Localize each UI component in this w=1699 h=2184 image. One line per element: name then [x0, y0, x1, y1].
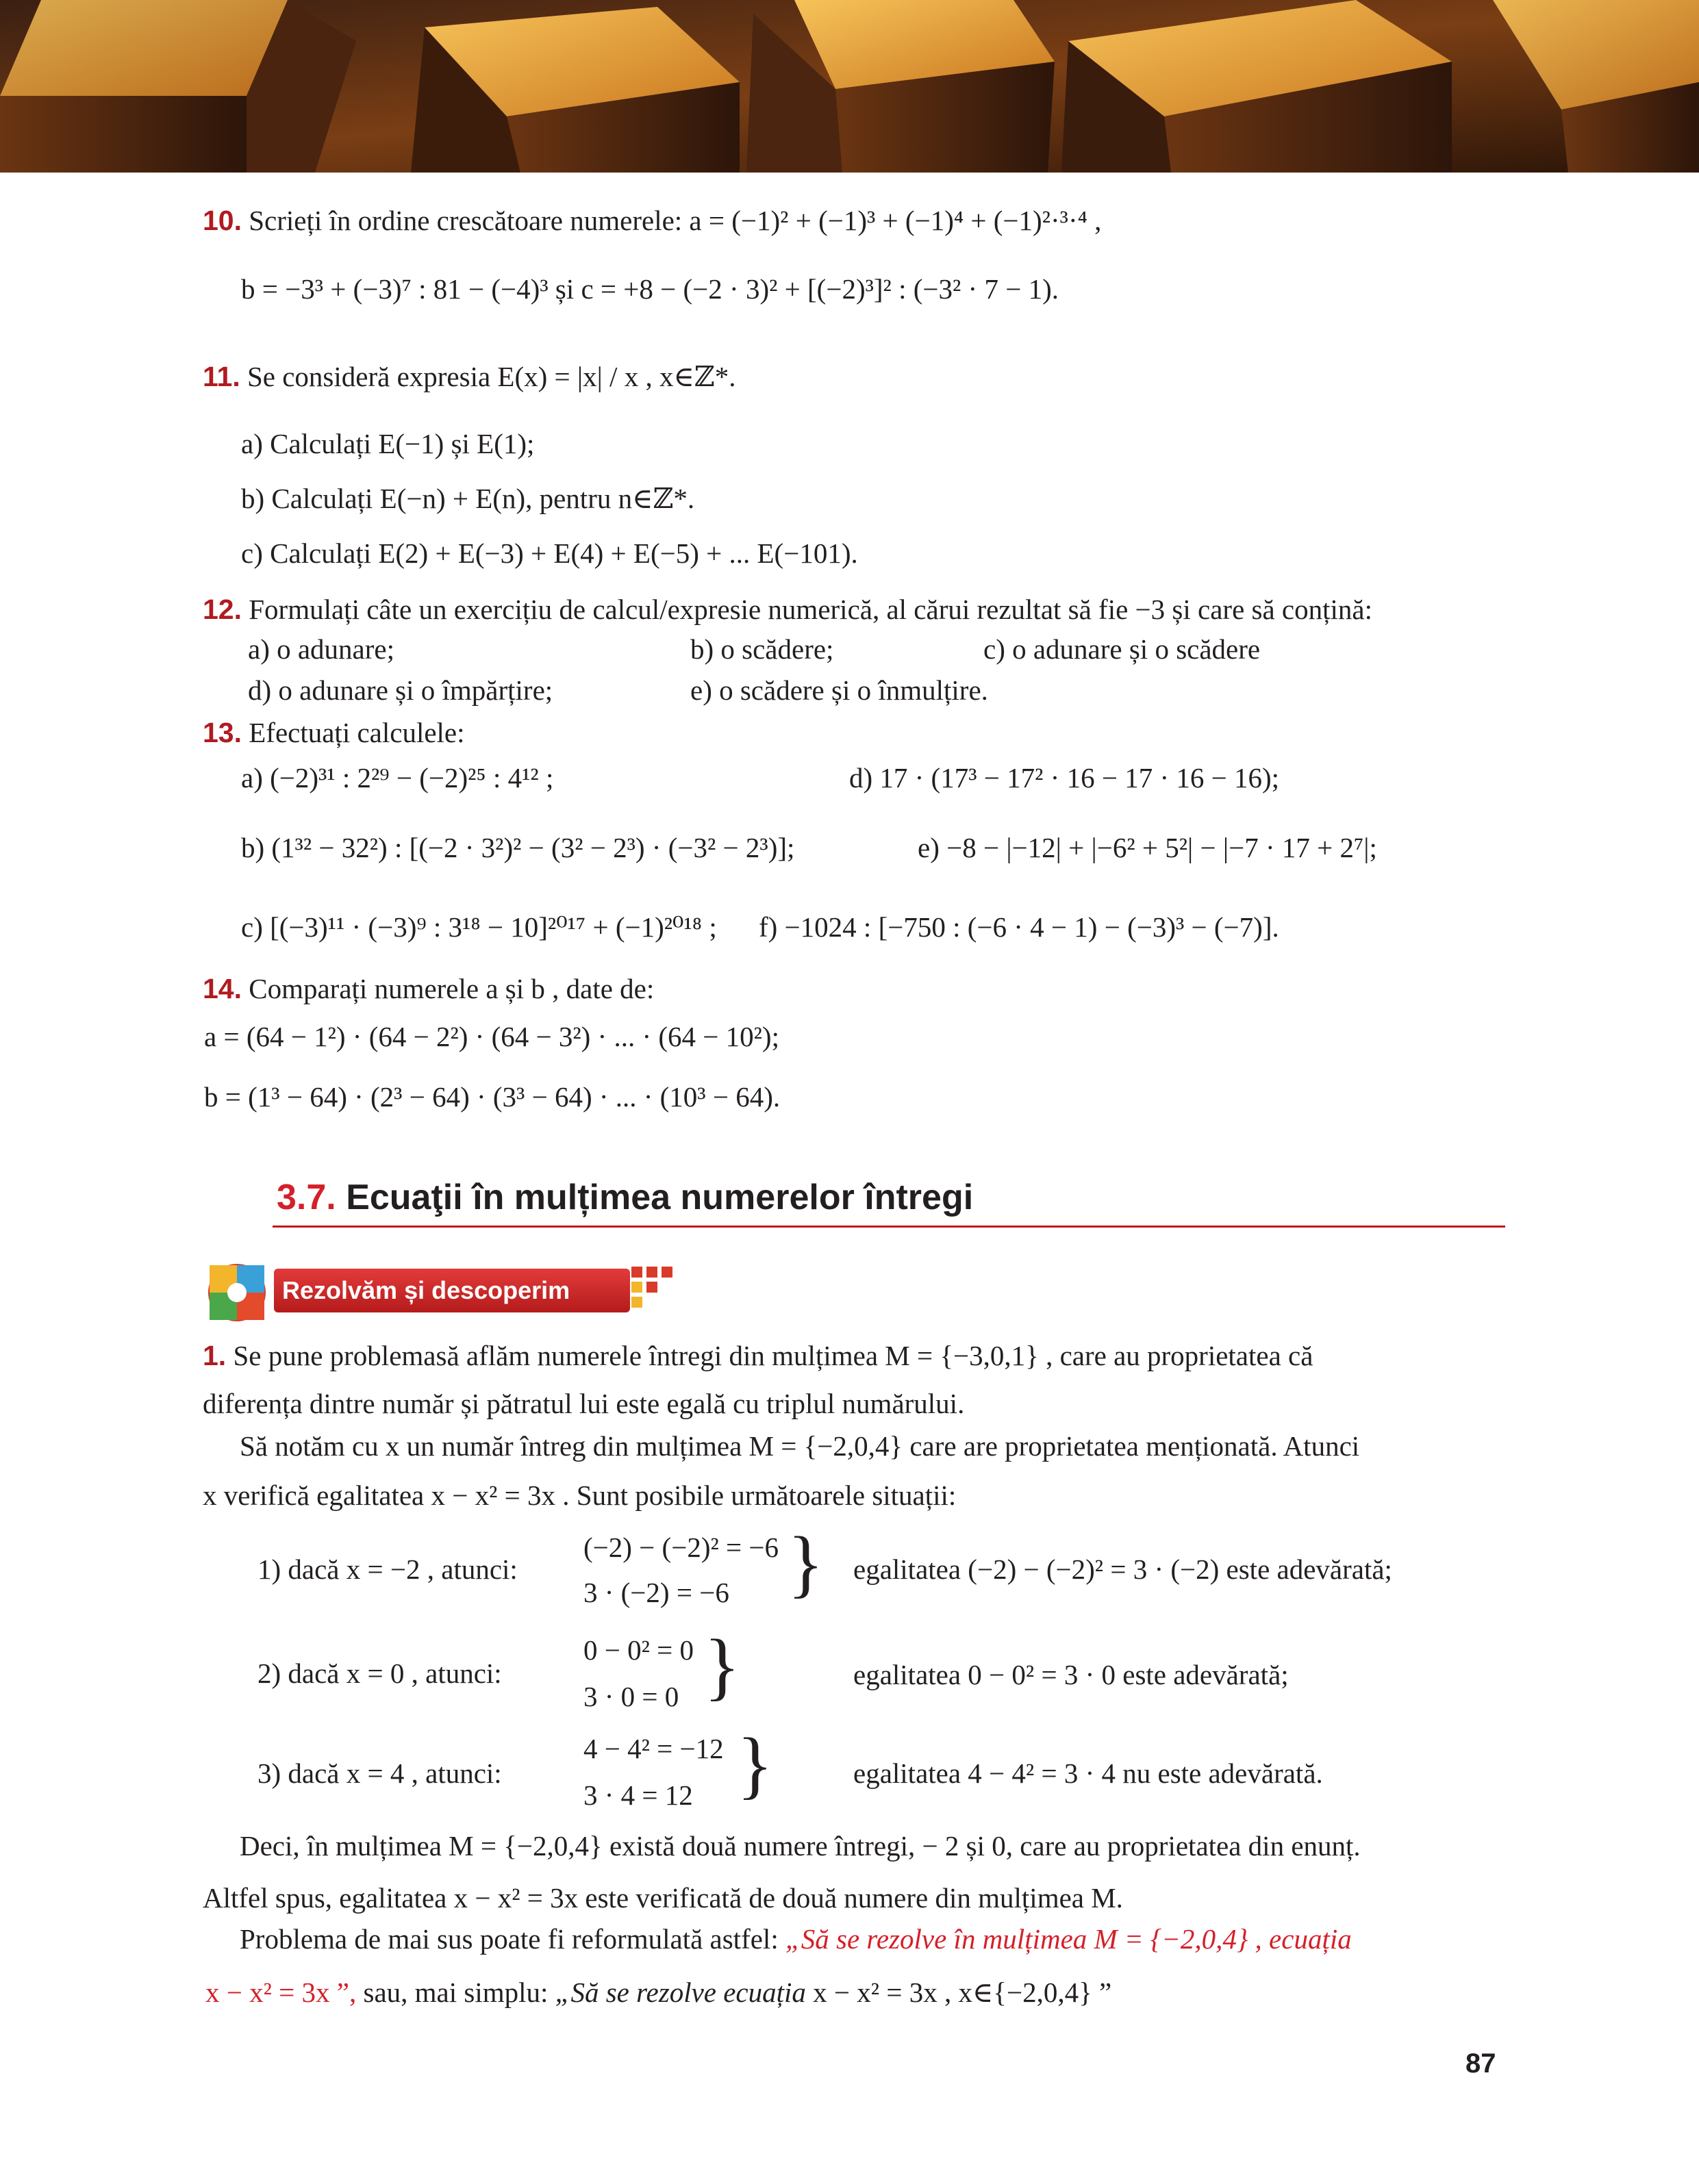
section-number: 3.7.: [277, 1178, 336, 1217]
case-3-result: egalitatea 4 − 4² = 3 · 4 nu este adevărată.: [853, 1757, 1323, 1789]
case-3-eq2: 3 · 4 = 12: [583, 1779, 693, 1811]
problem-text: Se pune problemasă aflăm numerele întregi din mulțimea M = {−3,0,1} , care au proprietatea că: [233, 1340, 1313, 1371]
badge-label: Rezolvăm și descoperim: [282, 1276, 570, 1304]
reformulation-line2: [205, 1976, 1111, 2009]
exercise-13-f: f) −1024 : [−750 : (−6 · 4 − 1) − (−3)³ − (−7)].: [759, 911, 1279, 943]
case-3-label: 3) dacă x = 4 , atunci:: [257, 1757, 502, 1789]
brace-symbol: }: [704, 1624, 740, 1707]
brace-symbol: }: [788, 1521, 824, 1605]
exercise-12-e: e) o scădere și o înmulțire.: [690, 674, 988, 706]
case-1-eq2: 3 · (−2) = −6: [583, 1577, 729, 1608]
exercise-number: 14.: [203, 973, 242, 1004]
exercise-text: Comparați numerele a și b , date de:: [249, 973, 655, 1004]
exercise-14-line1: [203, 972, 654, 1006]
exercise-number: 11.: [203, 361, 240, 392]
exercise-12-b: b) o scădere;: [690, 633, 834, 665]
exercise-text: Se consideră expresia E(x) = |x| / x , x∈ℤ*.: [247, 361, 736, 392]
case-2-result: egalitatea 0 − 0² = 3 · 0 este adevărată;: [853, 1659, 1289, 1690]
equation-quote-end: x − x² = 3x ”,: [205, 1977, 357, 2008]
exercise-14-b: b = (1³ − 64) · (2³ − 64) · (3³ − 64) · ... · (10³ − 64).: [204, 1081, 781, 1113]
case-1-label: 1) dacă x = −2 , atunci:: [257, 1553, 518, 1585]
reformulation-text: Problema de mai sus poate fi reformulată astfel:: [240, 1923, 785, 1955]
reformulation-equation: x − x² = 3x , x∈{−2,0,4} ”: [805, 1977, 1112, 2008]
exercise-12-line1: [203, 593, 1372, 626]
exercise-12-c: c) o adunare și o scădere: [983, 633, 1261, 665]
reformulation-quote: „Să se rezolve în mulțimea M = {−2,0,4} , ecuația: [785, 1923, 1352, 1955]
section-divider: [273, 1226, 1505, 1228]
section-heading: [277, 1176, 973, 1219]
conclusion-line1: Deci, în mulțimea M = {−2,0,4} există două numere întregi, − 2 și 0, care au proprietatea din enunț.: [240, 1830, 1361, 1862]
exercise-number: 10.: [203, 205, 242, 236]
case-1-eq1: (−2) − (−2)² = −6: [583, 1532, 779, 1563]
case-3-eq1: 4 − 4² = −12: [583, 1733, 724, 1764]
exercise-13-d: d) 17 · (17³ − 17² · 16 − 17 · 16 − 16);: [849, 762, 1280, 793]
exercise-11-a: a) Calculați E(−1) și E(1);: [241, 428, 535, 459]
exercise-12-a: a) o adunare;: [248, 633, 394, 665]
exercise-10-line2: b = −3³ + (−3)⁷ : 81 − (−4)³ și c = +8 − (−2 · 3)² + [(−2)³]² : (−3² · 7 − 1).: [241, 273, 1059, 305]
section-title: Ecuaţii în mulțimea numerelor întregi: [346, 1178, 974, 1217]
problem-paragraph-2a: Să notăm cu x un număr întreg din mulțimea M = {−2,0,4} care are proprietatea menționată. Atunci: [240, 1430, 1360, 1462]
exercise-11-line1: [203, 360, 735, 394]
reformulation-line1: [240, 1922, 1352, 1956]
problem-1-line2: diferența dintre număr și pătratul lui este egală cu triplul numărului.: [203, 1388, 965, 1419]
conclusion-line2: Altfel spus, egalitatea x − x² = 3x este verificată de două numere din mulțimea M.: [203, 1882, 1123, 1914]
exercise-number: 13.: [203, 717, 242, 748]
brace-symbol: }: [737, 1723, 773, 1806]
grid-squares-icon: [631, 1267, 679, 1308]
problem-number: 1.: [203, 1340, 227, 1371]
exercise-text: Scrieți în ordine crescătoare numerele: a = (−1)² + (−1)³ + (−1)⁴ + (−1)²·³·⁴ ,: [249, 205, 1102, 236]
problem-1-line1: [203, 1339, 1313, 1373]
exercise-11-b: b) Calculați E(−n) + E(n), pentru n∈ℤ*.: [241, 483, 695, 514]
exercise-text: Efectuați calculele:: [249, 717, 465, 748]
case-2-eq2: 3 · 0 = 0: [583, 1681, 679, 1712]
case-1-result: egalitatea (−2) − (−2)² = 3 · (−2) este adevărată;: [853, 1553, 1392, 1585]
problem-paragraph-2b: x verifică egalitatea x − x² = 3x . Sunt posibile următoarele situații:: [203, 1480, 957, 1511]
case-2-label: 2) dacă x = 0 , atunci:: [257, 1658, 502, 1689]
exercise-13-line1: [203, 716, 465, 750]
exercise-number: 12.: [203, 594, 242, 625]
exercise-12-d: d) o adunare și o împărțire;: [248, 674, 553, 706]
puzzle-gear-icon: [203, 1258, 278, 1327]
exercise-text: Formulați câte un exercițiu de calcul/expresie numerică, al cărui rezultat să fie −3 și care să conțină:: [249, 594, 1372, 625]
exercise-10-line1: [203, 204, 1101, 238]
exercise-13-e: e) −8 − |−12| + |−6² + 5²| − |−7 · 17 + 2⁷|;: [918, 832, 1377, 863]
exercise-13-b: b) (1³² − 32²) : [(−2 · 3²)² − (3² − 2³) · (−3² − 2³)];: [241, 832, 795, 863]
exercise-14-a: a = (64 − 1²) · (64 − 2²) · (64 − 3²) · ... · (64 − 10²);: [204, 1021, 779, 1052]
exercise-13-a: a) (−2)³¹ : 2²⁹ − (−2)²⁵ : 4¹² ;: [241, 762, 554, 793]
exercise-13-c: c) [(−3)¹¹ · (−3)⁹ : 3¹⁸ − 10]²⁰¹⁷ + (−1)²⁰¹⁸ ;: [241, 911, 717, 943]
page-number: 87: [1465, 2048, 1496, 2079]
reformulation-text: sau, mai simplu:: [356, 1977, 555, 2008]
case-2-eq1: 0 − 0² = 0: [583, 1634, 694, 1666]
exercise-11-c: c) Calculați E(2) + E(−3) + E(4) + E(−5) + ... E(−101).: [241, 537, 858, 569]
reformulation-simple: „Să se rezolve ecuația: [555, 1977, 806, 2008]
